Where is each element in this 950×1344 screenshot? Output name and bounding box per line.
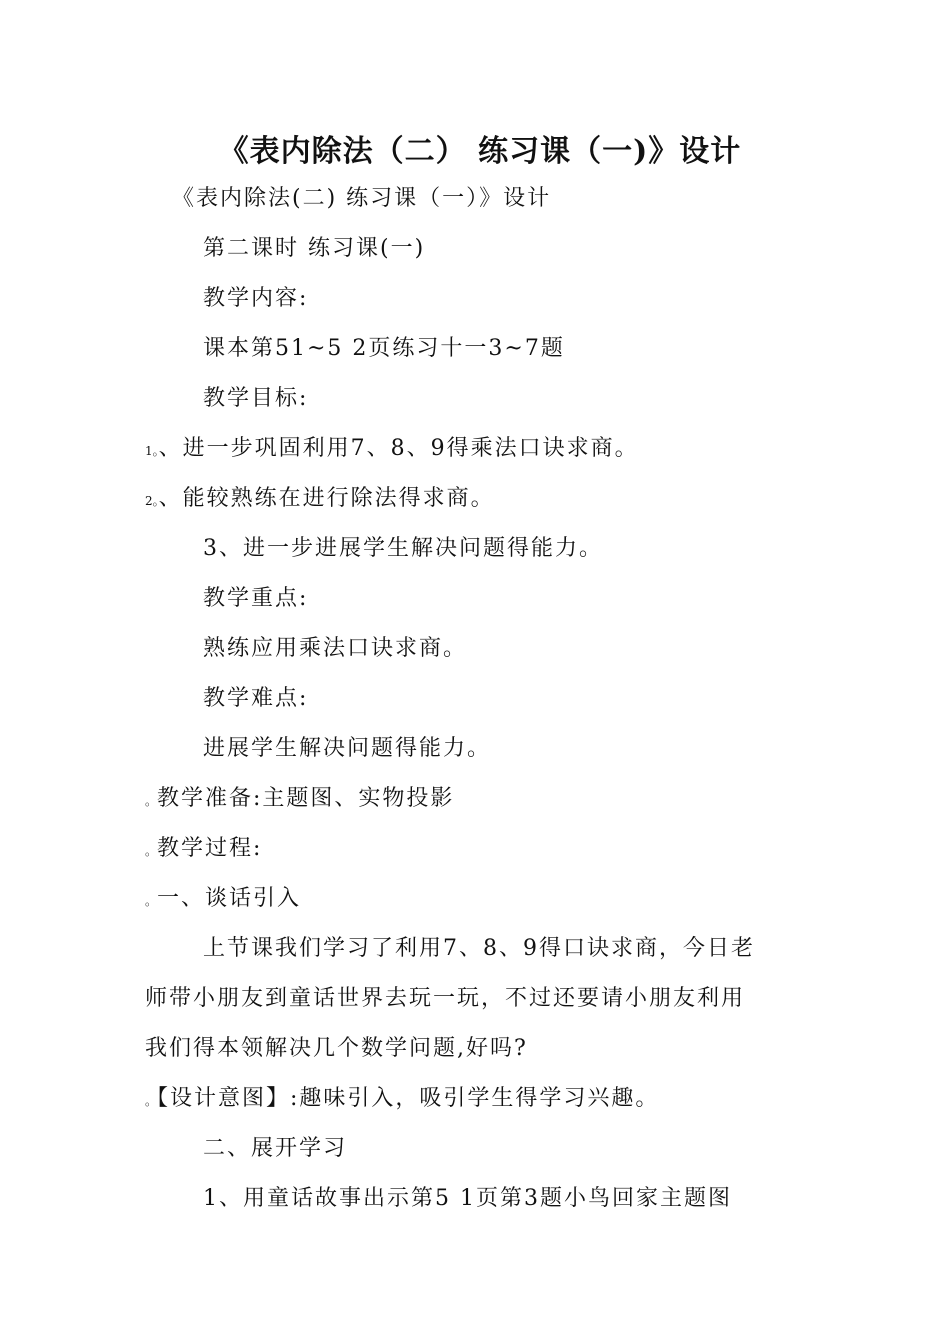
text-content: 教学过程: [157, 836, 263, 861]
document-title: 《表内除法（二） 练习课（一)》设计 [218, 134, 742, 169]
text-line [145, 484, 495, 516]
text-content: 教学准备:主题图、实物投影 [157, 786, 455, 811]
text-line: 教学内容: [203, 286, 309, 311]
text-line [145, 784, 454, 816]
text-line: 课本第51~5 2页练习十一3~7题 [203, 336, 565, 361]
list-prefix: 。 [145, 844, 158, 858]
text-line: 我们得本领解决几个数学问题,好吗? [145, 1036, 528, 1061]
text-line: 《表内除法(二) 练习课（一）》设计 [172, 186, 552, 211]
text-content: 、能较熟练在进行除法得求商。 [158, 486, 495, 511]
text-content: 、进一步巩固利用7、8、9得乘法口诀求商。 [158, 436, 639, 461]
text-line [145, 884, 301, 916]
text-line: 熟练应用乘法口诀求商。 [203, 636, 468, 661]
text-line: 师带小朋友到童话世界去玩一玩，不过还要请小朋友利用 [145, 986, 746, 1011]
text-line: 教学重点: [203, 586, 309, 611]
list-prefix: 2。 [145, 494, 159, 508]
text-line: 1、用童话故事出示第5 1页第3题小鸟回家主题图 [203, 1186, 732, 1211]
text-line: 上节课我们学习了利用7、8、9得口诀求商，今日老 [203, 936, 755, 961]
text-line [145, 834, 262, 866]
text-line: 教学目标: [203, 386, 309, 411]
text-line: 第二课时 练习课(一) [203, 236, 426, 261]
text-content: 【设计意图】:趣味引入，吸引学生得学习兴趣。 [157, 1086, 660, 1111]
text-line: 进展学生解决问题得能力。 [203, 736, 492, 761]
list-prefix: 。 [145, 794, 158, 808]
list-prefix: 1。 [145, 444, 159, 458]
text-line [145, 434, 639, 466]
text-line: 二、展开学习 [203, 1136, 348, 1161]
text-line: 教学难点: [203, 686, 309, 711]
list-prefix: 。 [145, 1094, 158, 1108]
text-line: 3、进一步进展学生解决问题得能力。 [203, 536, 603, 561]
list-prefix: 。 [145, 894, 158, 908]
text-content: 一、谈话引入 [157, 886, 302, 911]
text-line [145, 1084, 659, 1116]
